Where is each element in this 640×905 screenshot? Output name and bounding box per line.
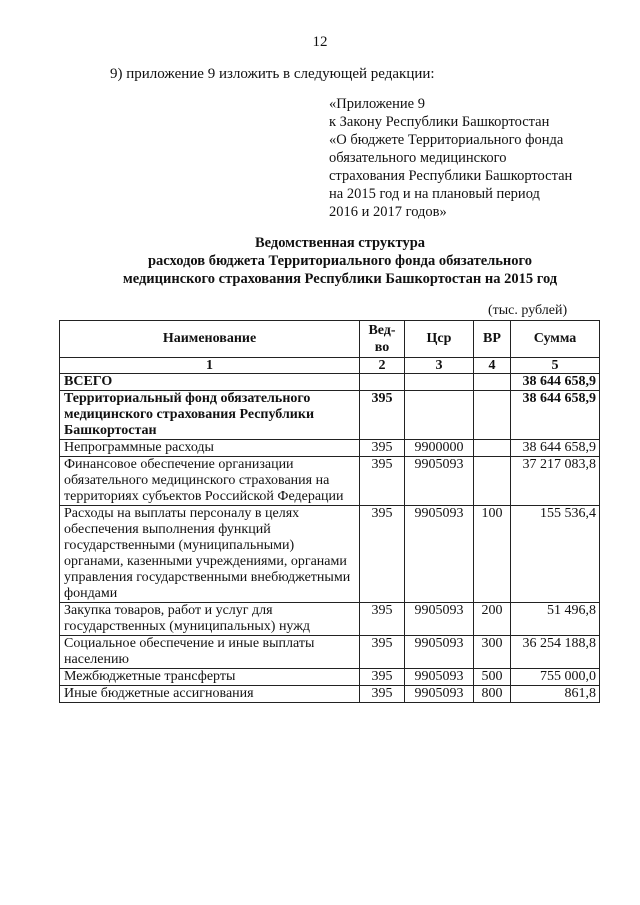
appendix-note-line: обязательного медицинского — [329, 150, 507, 166]
cell-sum: 38 644 658,9 — [511, 374, 600, 391]
appendix-note-line: 2016 и 2017 годов» — [329, 204, 447, 220]
header-name: Наименование — [60, 321, 360, 358]
appendix-note-line: «О бюджете Территориального фонда — [329, 132, 564, 148]
table-row — [60, 603, 600, 636]
appendix-note-line: «Приложение 9 — [329, 96, 425, 112]
column-number: 4 — [474, 358, 511, 374]
appendix-note — [329, 95, 572, 221]
title-line: медицинского страхования Республики Башкортостан на 2015 год — [122, 271, 558, 287]
table-row — [60, 391, 600, 440]
cell-name: Расходы на выплаты персоналу в целях обеспечения выполнения функций государственными (муниципальными) органами, казенными учреждениями, органами управления государственными внебюджетными фондами — [60, 506, 360, 603]
cell-ved: 395 — [360, 603, 405, 636]
cell-sum: 755 000,0 — [511, 669, 600, 686]
cell-ved — [360, 374, 405, 391]
cell-name: Непрограммные расходы — [60, 440, 360, 457]
cell-sum: 861,8 — [511, 686, 600, 703]
column-number: 3 — [405, 358, 474, 374]
units-label: (тыс. рублей) — [488, 303, 568, 318]
cell-sum: 38 644 658,9 — [511, 440, 600, 457]
table-row — [60, 669, 600, 686]
cell-name: Межбюджетные трансферты — [60, 669, 360, 686]
appendix-note-line: страхования Республики Башкортостан — [329, 168, 573, 184]
intro-text: 9) приложение 9 изложить в следующей редакции: — [110, 66, 435, 82]
budget-table — [59, 320, 600, 703]
column-number: 5 — [511, 358, 600, 374]
cell-csr: 9905093 — [405, 669, 474, 686]
cell-vr — [474, 391, 511, 440]
cell-name: Территориальный фонд обязательного медицинского страхования Республики Башкортостан — [60, 391, 360, 440]
table-header-row — [60, 321, 600, 358]
header-ved — [360, 321, 405, 358]
title-line: Ведомственная структура — [254, 235, 426, 251]
cell-name: Социальное обеспечение и иные выплаты населению — [60, 636, 360, 669]
document-title — [40, 234, 640, 288]
table-row-total — [60, 374, 600, 391]
table-row — [60, 686, 600, 703]
appendix-note-line: к Закону Республики Башкортостан — [329, 114, 550, 130]
cell-name: Финансовое обеспечение организации обязательного медицинского страхования на территориях субъектов Российской Федерации — [60, 457, 360, 506]
title-line: расходов бюджета Территориального фонда обязательного — [147, 253, 533, 269]
cell-sum: 36 254 188,8 — [511, 636, 600, 669]
header-csr: Цср — [405, 321, 474, 358]
column-number: 2 — [360, 358, 405, 374]
header-sum: Сумма — [511, 321, 600, 358]
table-row — [60, 457, 600, 506]
column-number-row — [60, 358, 600, 374]
cell-vr: 300 — [474, 636, 511, 669]
cell-csr: 9905093 — [405, 457, 474, 506]
table-row — [60, 636, 600, 669]
cell-vr: 800 — [474, 686, 511, 703]
cell-csr — [405, 391, 474, 440]
cell-name: Закупка товаров, работ и услуг для государственных (муниципальных) нужд — [60, 603, 360, 636]
cell-ved: 395 — [360, 391, 405, 440]
cell-name: Иные бюджетные ассигнования — [60, 686, 360, 703]
cell-vr: 500 — [474, 669, 511, 686]
cell-vr — [474, 440, 511, 457]
page-number: 12 — [312, 34, 328, 50]
cell-csr: 9905093 — [405, 506, 474, 603]
cell-sum: 155 536,4 — [511, 506, 600, 603]
cell-sum: 51 496,8 — [511, 603, 600, 636]
table-row — [60, 506, 600, 603]
cell-name: ВСЕГО — [60, 374, 360, 391]
header-vr: ВР — [474, 321, 511, 358]
cell-vr — [474, 457, 511, 506]
cell-csr: 9905093 — [405, 603, 474, 636]
cell-ved: 395 — [360, 457, 405, 506]
cell-csr: 9900000 — [405, 440, 474, 457]
cell-csr: 9905093 — [405, 686, 474, 703]
table-row — [60, 440, 600, 457]
column-number: 1 — [60, 358, 360, 374]
cell-ved: 395 — [360, 636, 405, 669]
cell-csr — [405, 374, 474, 391]
cell-sum: 37 217 083,8 — [511, 457, 600, 506]
cell-ved: 395 — [360, 669, 405, 686]
cell-sum: 38 644 658,9 — [511, 391, 600, 440]
cell-ved: 395 — [360, 506, 405, 603]
cell-vr: 100 — [474, 506, 511, 603]
appendix-note-line: на 2015 год и на плановый период — [329, 186, 540, 202]
cell-csr: 9905093 — [405, 636, 474, 669]
cell-ved: 395 — [360, 686, 405, 703]
cell-ved: 395 — [360, 440, 405, 457]
cell-vr — [474, 374, 511, 391]
cell-vr: 200 — [474, 603, 511, 636]
header-ved-label: Вед-во — [368, 323, 396, 355]
